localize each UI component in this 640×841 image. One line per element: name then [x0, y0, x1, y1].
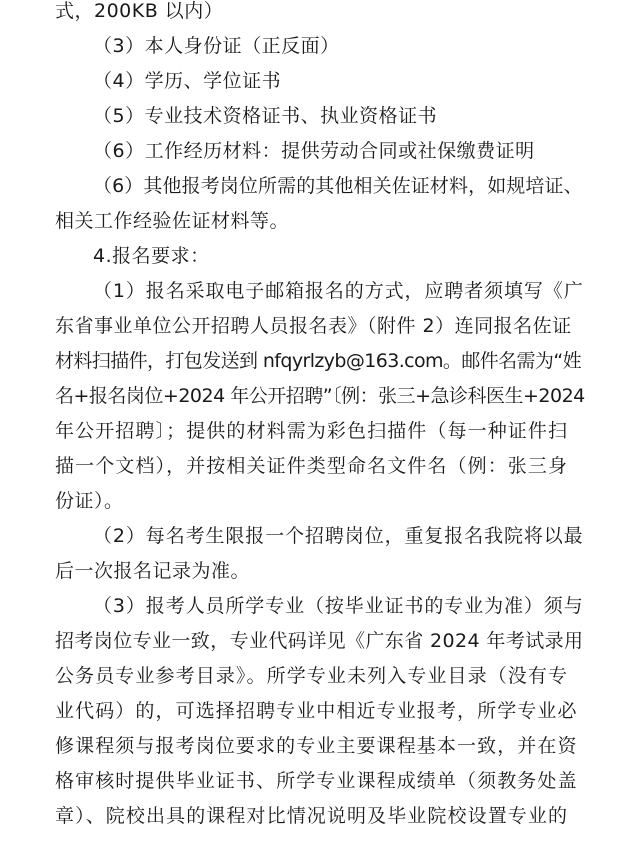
text-line-5: （6）工作经历材料：提供劳动合同或社保缴费证明 [93, 140, 535, 162]
text-line-3: （4）学历、学位证书 [93, 70, 282, 92]
text-line-20: 公务员专业参考目录》。所学专业未列入专业目录（没有专 [55, 665, 569, 687]
text-line-21: 业代码）的，可选择招聘专业中相近专业报考，所学专业必 [55, 700, 578, 722]
section-heading: 4.报名要求： [93, 245, 210, 267]
text-line-18: （3）报考人员所学专业（按毕业证书的专业为准）须与 [93, 595, 584, 617]
text-line-9: （1）报名采取电子邮箱报名的方式，应聘者须填写《广 [93, 280, 584, 302]
text-line-13: 年公开招聘〕；提供的材料需为彩色扫描件（每一种证件扫 [55, 420, 569, 442]
text-line-16: （2）每名考生限报一个招聘岗位，重复报名我院将以最 [93, 525, 584, 547]
text-line-4: （5）专业技术资格证书、执业资格证书 [93, 105, 438, 127]
text-line-2: （3）本人身份证（正反面） [93, 35, 340, 57]
text-line-7: 相关工作经验佐证材料等。 [55, 210, 290, 232]
text-line-23: 格审核时提供毕业证书、所学专业课程成绩单（须教务处盖 [55, 770, 578, 792]
text-line-15: 份证）。 [55, 490, 124, 512]
text-line-19: 招考岗位专业一致，专业代码详见《广东省 2024 年考试录用 [55, 630, 584, 652]
text-line-17: 后一次报名记录为准。 [55, 560, 251, 582]
text-line-11: 材料扫描件，打包发送到 nfqyrlzyb@163.com。邮件名需为“姓 [55, 350, 581, 372]
text-line-14: 描一个文档），并按相关证件类型命名文件名（例：张三身 [55, 455, 569, 477]
text-line-12: 名+报名岗位+2024 年公开招聘”〔例：张三+急诊科医生+2024 [55, 385, 585, 407]
text-line-1: 式，200KB 以内） [55, 0, 224, 22]
text-line-6: （6）其他报考岗位所需的其他相关佐证材料，如规培证、 [93, 175, 583, 197]
text-line-22: 修课程须与报考岗位要求的专业主要课程基本一致，并在资 [55, 735, 578, 757]
text-line-24: 章）、院校出具的课程对比情况说明及毕业院校设置专业的 [55, 805, 569, 827]
text-line-10: 东省事业单位公开招聘人员报名表》（附件 2）连同报名佐证 [55, 315, 572, 337]
